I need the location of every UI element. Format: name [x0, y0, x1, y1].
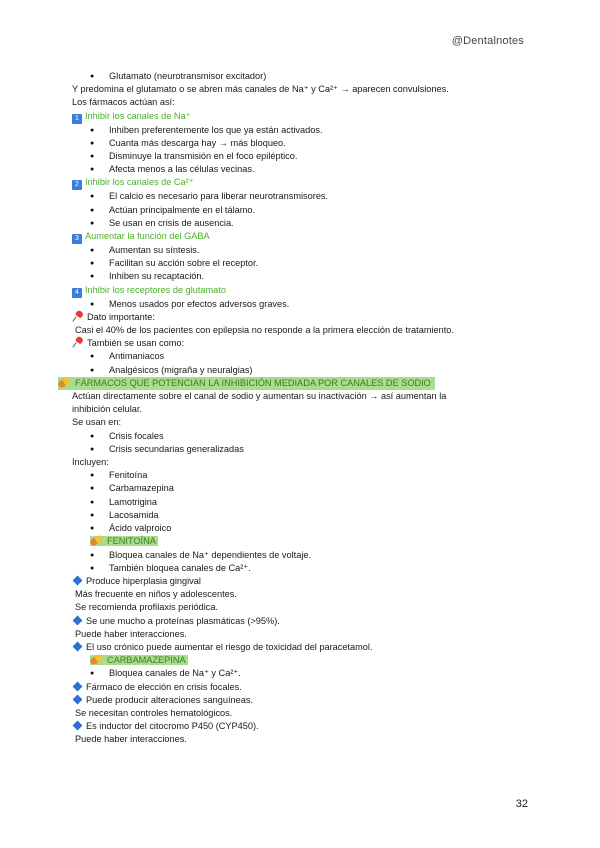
paragraph: Puede haber interacciones.: [75, 734, 187, 745]
list-item: ● Bloquea canales de Na⁺ dependientes de voltaje.: [72, 549, 512, 562]
paragraph: Los fármacos actúan así:: [72, 97, 175, 108]
number-badge-icon: 1: [72, 114, 82, 124]
paragraph: Y predomina el glutamato o se abren más canales de Na⁺ y Ca²⁺ → aparecen convulsiones.: [72, 84, 449, 95]
diamond-item: El uso crónico puede aumentar el riesgo de toxicidad del paracetamol.: [72, 641, 512, 654]
list-item: ● Inhiben su recaptación.: [72, 270, 512, 283]
blue-diamond-icon: [73, 681, 83, 691]
pushpin-icon: [72, 311, 84, 321]
list-item: ● Actúan principalmente en el tálamo.: [72, 204, 512, 217]
paragraph: Se usan en:: [72, 417, 122, 428]
section-2-title: [72, 176, 512, 190]
list-item: ● Analgésicos (migraña y neuralgias): [72, 364, 512, 377]
paragraph: Incluyen:: [72, 457, 109, 468]
diamond-item: Se une mucho a proteínas plasmáticas (>95%).: [72, 615, 512, 628]
list-item: ● Afecta menos a las células vecinas.: [72, 163, 512, 176]
list-item: ● Menos usados por efectos adversos graves.: [72, 298, 512, 311]
tambien-title: También se usan como:: [72, 337, 512, 350]
list-item: ● Bloquea canales de Na⁺ y Ca²⁺.: [72, 667, 512, 680]
list-item: ● Crisis secundarias generalizadas: [72, 443, 512, 456]
list-item: ● Lacosamida: [72, 509, 512, 522]
list-item: ● Disminuye la transmisión en el foco epiléptico.: [72, 150, 512, 163]
list-item: ● Carbamazepina: [72, 482, 512, 495]
paragraph: Se recomienda profilaxis periódica.: [75, 602, 218, 613]
paragraph: inhibición celular.: [72, 404, 142, 415]
paragraph: Actúan directamente sobre el canal de sodio y aumentan su inactivación → así aumentan la: [72, 391, 447, 402]
carbamazepina-heading: CARBAMAZEPINA: [72, 654, 512, 667]
pill-icon: [57, 376, 72, 389]
brand-watermark: @Dentalnotes: [451, 35, 524, 47]
dato-importante-title: Dato importante:: [72, 311, 512, 324]
list-item: ● Cuanta más descarga hay → más bloqueo.: [72, 137, 512, 150]
diamond-item: Es inductor del citocromo P450 (CYP450).: [72, 720, 512, 733]
list-item: ● Facilitan su acción sobre el receptor.: [72, 257, 512, 270]
paragraph: Se necesitan controles hematológicos.: [75, 707, 233, 718]
blue-diamond-icon: [73, 575, 83, 585]
diamond-item: Puede producir alteraciones sanguíneas.: [72, 694, 512, 707]
section-title-text: Aumentar la función del GABA: [85, 231, 210, 242]
list-item: ● Lamotrigina: [72, 496, 512, 509]
section-title-text: Inhibir los canales de Na⁺: [85, 110, 191, 121]
number-badge-icon: 2: [72, 180, 82, 190]
list-item: ● Crisis focales: [72, 430, 512, 443]
diamond-item: Fármaco de elección en crisis focales.: [72, 681, 512, 694]
page-content: [72, 70, 512, 747]
section-1-title: [72, 110, 512, 124]
blue-diamond-icon: [73, 721, 83, 731]
list-item: ● Inhiben preferentemente los que ya están activados.: [72, 124, 512, 137]
list-item: ● Se usan en crisis de ausencia.: [72, 217, 512, 230]
list-item: ● También bloquea canales de Ca²⁺.: [72, 562, 512, 575]
paragraph: Más frecuente en niños y adolescentes.: [75, 589, 237, 600]
list-item: ● El calcio es necesario para liberar neurotransmisores.: [72, 190, 512, 203]
number-badge-icon: 3: [72, 234, 82, 244]
fenitoina-heading: FENITOÍNA: [72, 535, 512, 548]
section-heading: FÁRMACOS QUE POTENCIAN LA INHIBICIÓN MEDIADA POR CANALES DE SODIO: [58, 377, 512, 390]
paragraph: Puede haber interacciones.: [75, 628, 187, 639]
number-badge-icon: 4: [72, 288, 82, 298]
list-item: ● Antimaniacos: [72, 350, 512, 363]
section-3-title: [72, 230, 512, 244]
list-item: ● Fenitoína: [72, 469, 512, 482]
blue-diamond-icon: [73, 694, 83, 704]
list-item: ● Ácido valproico: [72, 522, 512, 535]
pushpin-icon: [72, 337, 84, 347]
pill-icon: [89, 535, 104, 548]
section-title-text: Inhibir los canales de Ca²⁺: [85, 177, 194, 188]
section-4-title: [72, 284, 512, 298]
list-item: ● Aumentan su síntesis.: [72, 244, 512, 257]
page-number: 32: [515, 798, 528, 810]
section-title-text: Inhibir los receptores de glutamato: [85, 284, 226, 295]
blue-diamond-icon: [73, 641, 83, 651]
paragraph: Casi el 40% de los pacientes con epilepsia no responde a la primera elección de tratamiento.: [75, 325, 454, 336]
diamond-item: Produce hiperplasia gingival: [72, 575, 512, 588]
pill-icon: [89, 653, 104, 666]
blue-diamond-icon: [73, 615, 83, 625]
list-item: ● Glutamato (neurotransmisor excitador): [72, 70, 512, 83]
